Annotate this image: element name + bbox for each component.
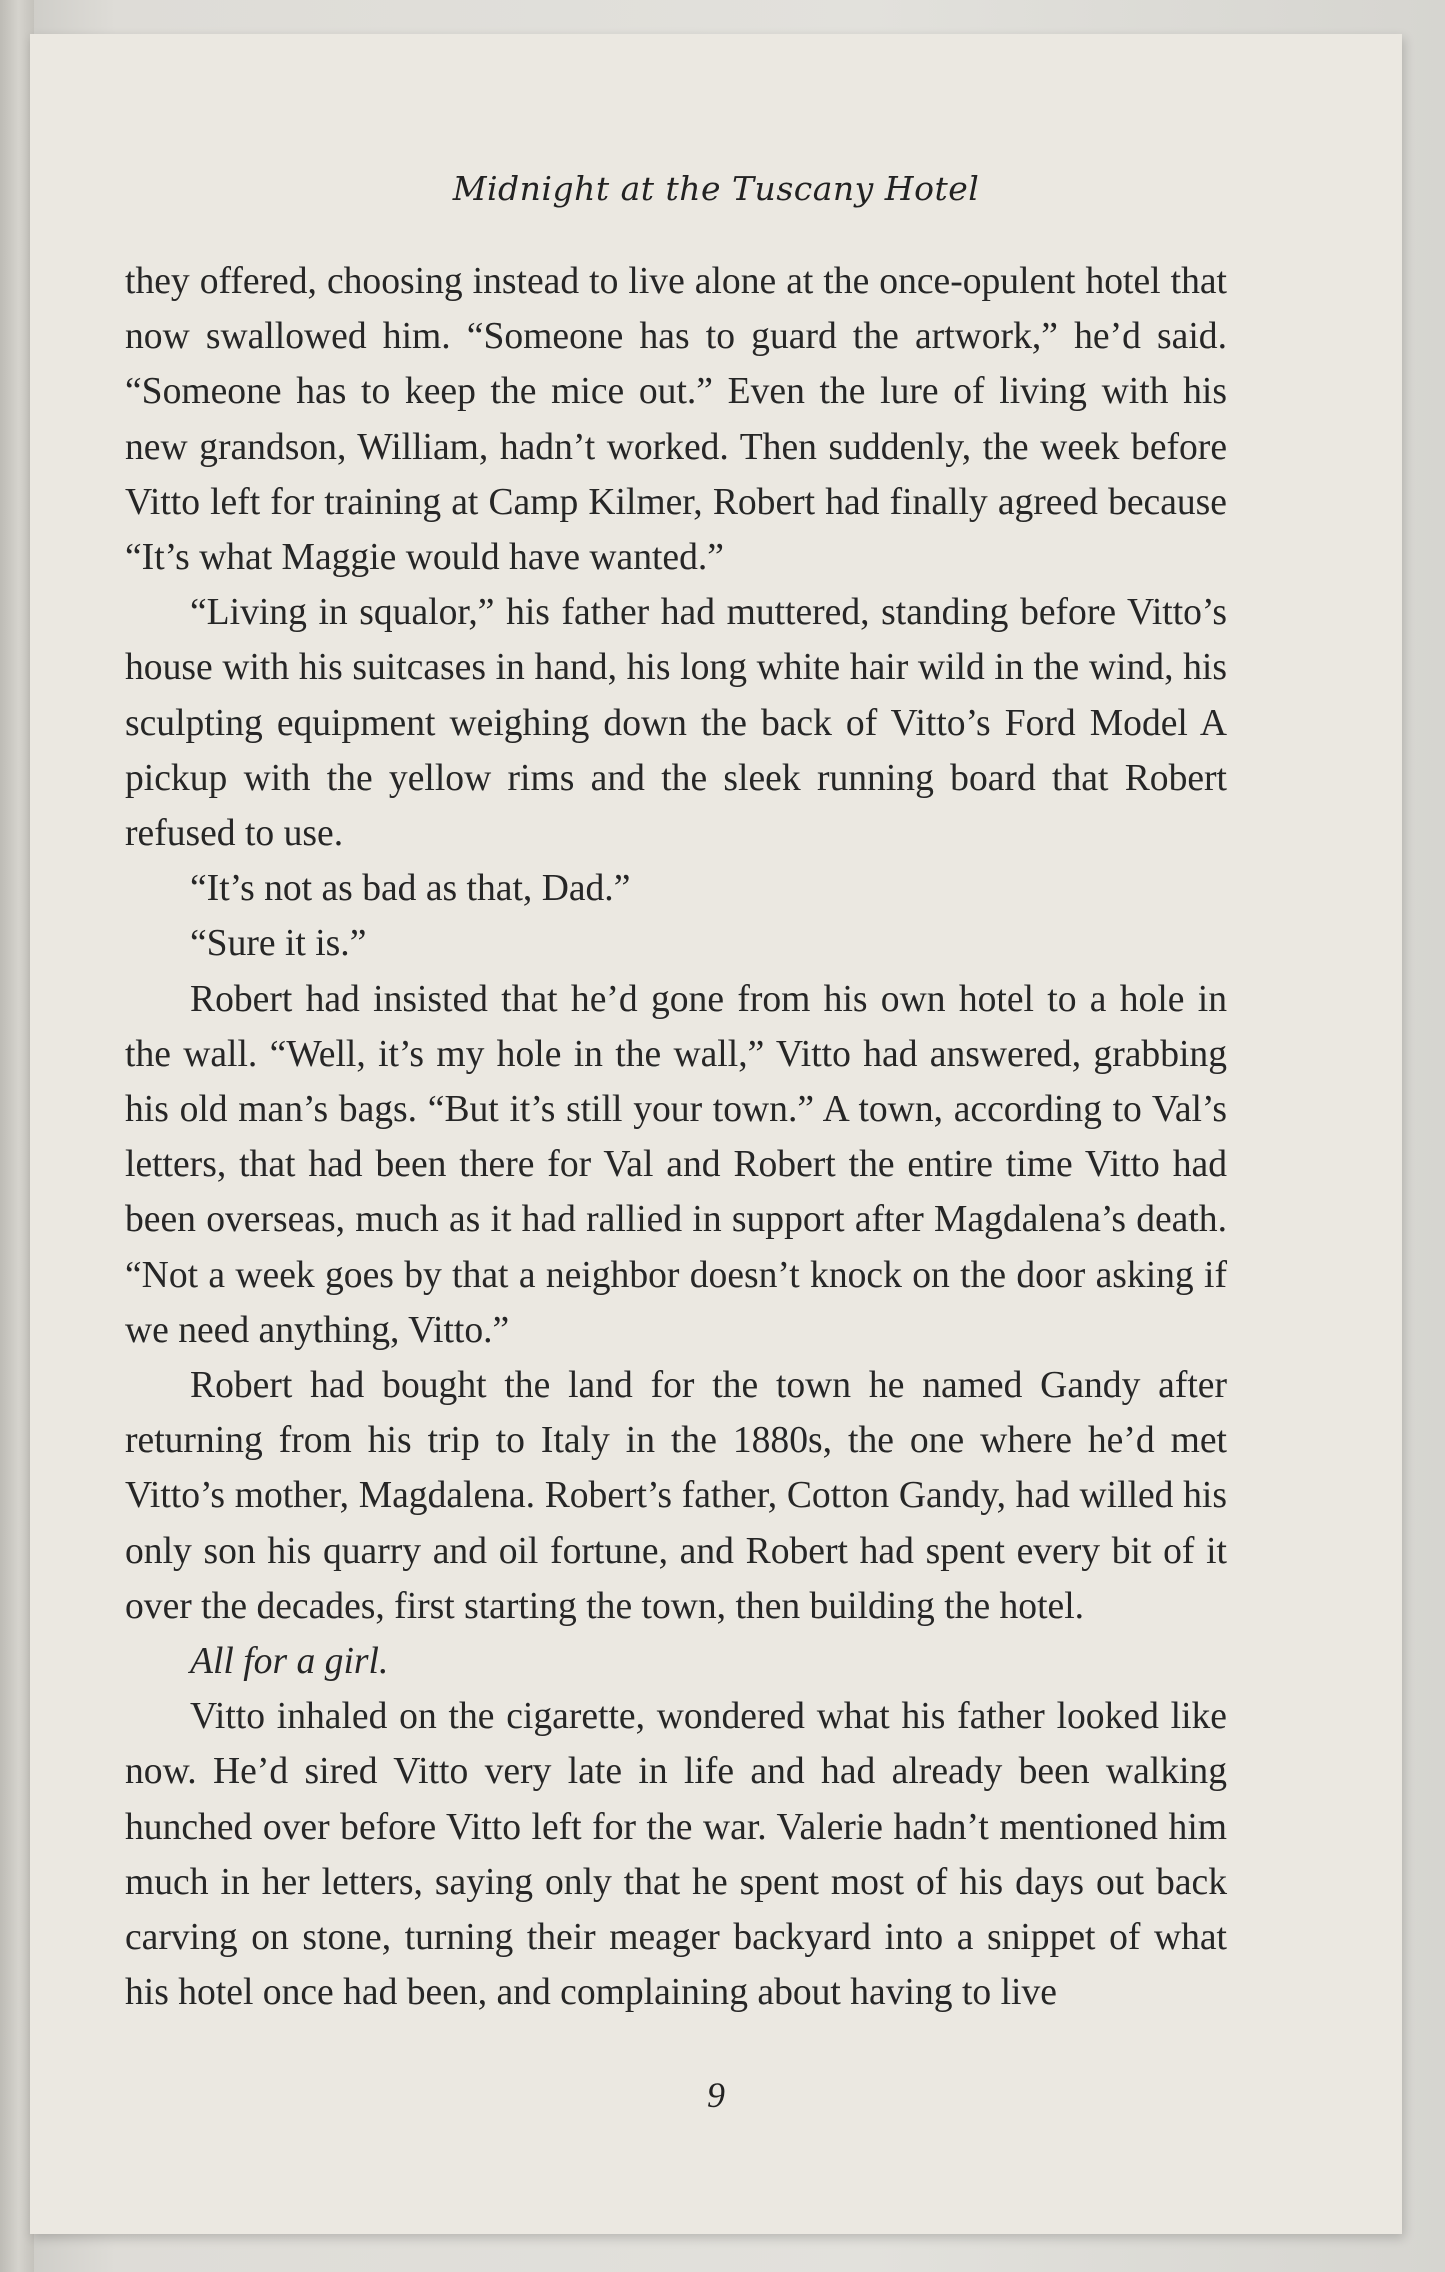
body-text — [125, 254, 1227, 2021]
paragraph-8: Vitto inhaled on the cigarette, wondered what his father looked like now. He’d sired Vitto very late in life and had already been walking hunched over before Vitto left for the war. Valerie hadn’t mentioned him much in her letters, saying only that he spent most of his days out back carving on stone, turning their meager backyard into a snippet of what his hotel once had been, and complaining about having to live — [125, 1696, 1227, 2014]
paragraph-3: “It’s not as bad as that, Dad.” — [190, 868, 631, 910]
paragraph-6: Robert had bought the land for the town he named Gandy after returning from his trip to Italy in the 1880s, the one where he’d met Vitto’s mother, Magdalena. Robert’s father, Cotton Gandy, had willed his only son his quarry and oil fortune, and Robert had spent every bit of it over the decades, first starting the town, then building the hotel. — [125, 1365, 1227, 1627]
paragraph-7: All for a girl. — [190, 1641, 389, 1683]
paragraph-4: “Sure it is.” — [190, 923, 367, 965]
paragraph-5: Robert had insisted that he’d gone from his own hotel to a hole in the wall. “Well, it’s my hole in the wall,” Vitto had answered, grabbing his old man’s bags. “But it’s still your town.” A town, according to Val’s letters, that had been there for Val and Robert the entire time Vitto had been overseas, much as it had rallied in support after Magdalena’s death. “Not a week goes by that a neighbor doesn’t knock on the door asking if we need anything, Vitto.” — [125, 978, 1227, 1351]
paragraph-1: they offered, choosing instead to live alone at the once-opulent hotel that now swallowed him. “Someone has to guard the artwork,” he’d said. “Someone has to keep the mice out.” Even the lure of living with his new grandson, William, hadn’t worked. Then suddenly, the week before Vitto left for training at Camp Kilmer, Robert had finally agreed because “It’s what Maggie would have wanted.” — [125, 261, 1227, 579]
paragraph-2: “Living in squalor,” his father had muttered, standing before Vitto’s house with his suitcases in hand, his long white hair wild in the wind, his sculpting equipment weighing down the back of Vitto’s Ford Model A pickup with the yellow rims and the sleek running board that Robert refused to use. — [125, 592, 1227, 855]
running-head: Midnight at the Tuscany Hotel — [452, 169, 980, 208]
book-page — [30, 34, 1402, 2234]
book-spine-edge — [0, 0, 34, 2272]
page-number: 9 — [707, 2075, 725, 2115]
